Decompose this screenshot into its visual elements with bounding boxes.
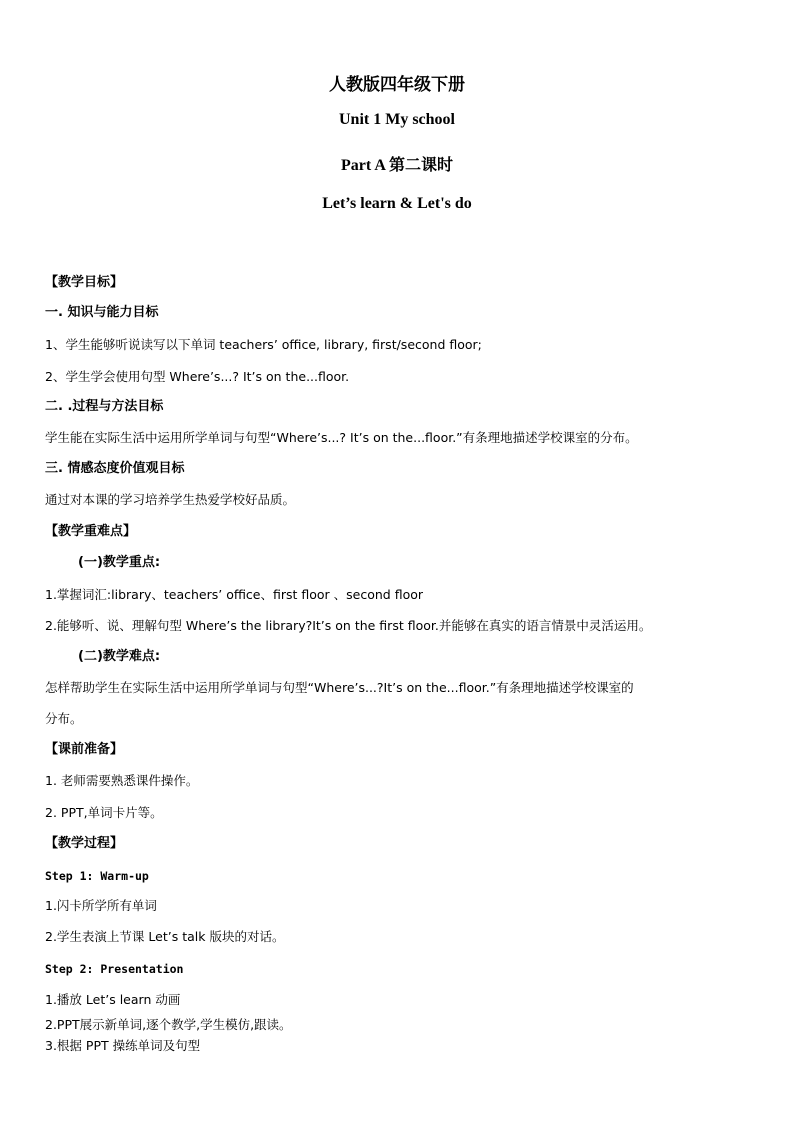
step-2-item-2: 2.PPT展示新单词,逐个教学,学生模仿,跟读。 — [45, 1017, 292, 1032]
difficulty-line-2: 分布。 — [45, 711, 83, 726]
step-1-title: Step 1: Warm-up — [45, 869, 149, 883]
objectives-heading: 【教学目标】 — [45, 275, 124, 290]
knowledge-item-1: 1、学生能够听说读写以下单词 teachers’ office, library, first/second floor; — [45, 337, 482, 352]
knowledge-item-2: 2、学生学会使用句型 Where’s...? It’s on the...floor. — [45, 369, 350, 384]
preparation-item-1: 1. 老师需要熟悉课件操作。 — [45, 773, 199, 788]
step-1-item-1: 1.闪卡所学所有单词 — [45, 898, 157, 913]
part-title: Part A 第二课时 — [341, 157, 453, 174]
step-2-item-3: 3.根据 PPT 操练单词及句型 — [45, 1038, 201, 1053]
process-heading: 【教学过程】 — [45, 836, 124, 851]
emotion-values-title: 三. 情感态度价值观目标 — [45, 461, 185, 476]
process-method-title: 二. .过程与方法目标 — [45, 399, 164, 414]
step-1-item-2: 2.学生表演上节课 Let’s talk 版块的对话。 — [45, 929, 285, 944]
keypoints-heading: 【教学重难点】 — [45, 524, 137, 539]
document-title: 人教版四年级下册 — [329, 75, 465, 95]
focus-item-2: 2.能够听、说、理解句型 Where’s the library?It’s on the first floor.并能够在真实的语言情景中灵活运用。 — [45, 618, 652, 633]
unit-title: Unit 1 My school — [339, 111, 455, 128]
focus-title: (一)教学重点: — [78, 555, 161, 570]
difficulty-title: (二)教学难点: — [78, 649, 161, 664]
preparation-item-2: 2. PPT,单词卡片等。 — [45, 805, 163, 820]
emotion-values-text: 通过对本课的学习培养学生热爱学校好品质。 — [45, 492, 296, 507]
preparation-heading: 【课前准备】 — [45, 742, 124, 757]
step-2-item-1: 1.播放 Let’s learn 动画 — [45, 992, 181, 1007]
focus-item-1: 1.掌握词汇:library、teachers’ office、first floor 、second floor — [45, 587, 424, 602]
knowledge-ability-title: 一. 知识与能力目标 — [45, 305, 159, 320]
step-2-title: Step 2: Presentation — [45, 962, 184, 976]
lesson-title: Let’s learn & Let's do — [322, 195, 472, 212]
difficulty-line-1: 怎样帮助学生在实际生活中运用所学单词与句型“Where’s...?It’s on the...floor.”有条理地描述学校课室的 — [45, 680, 634, 695]
process-method-text: 学生能在实际生活中运用所学单词与句型“Where’s...? It’s on the...floor.”有条理地描述学校课室的分布。 — [45, 430, 638, 445]
